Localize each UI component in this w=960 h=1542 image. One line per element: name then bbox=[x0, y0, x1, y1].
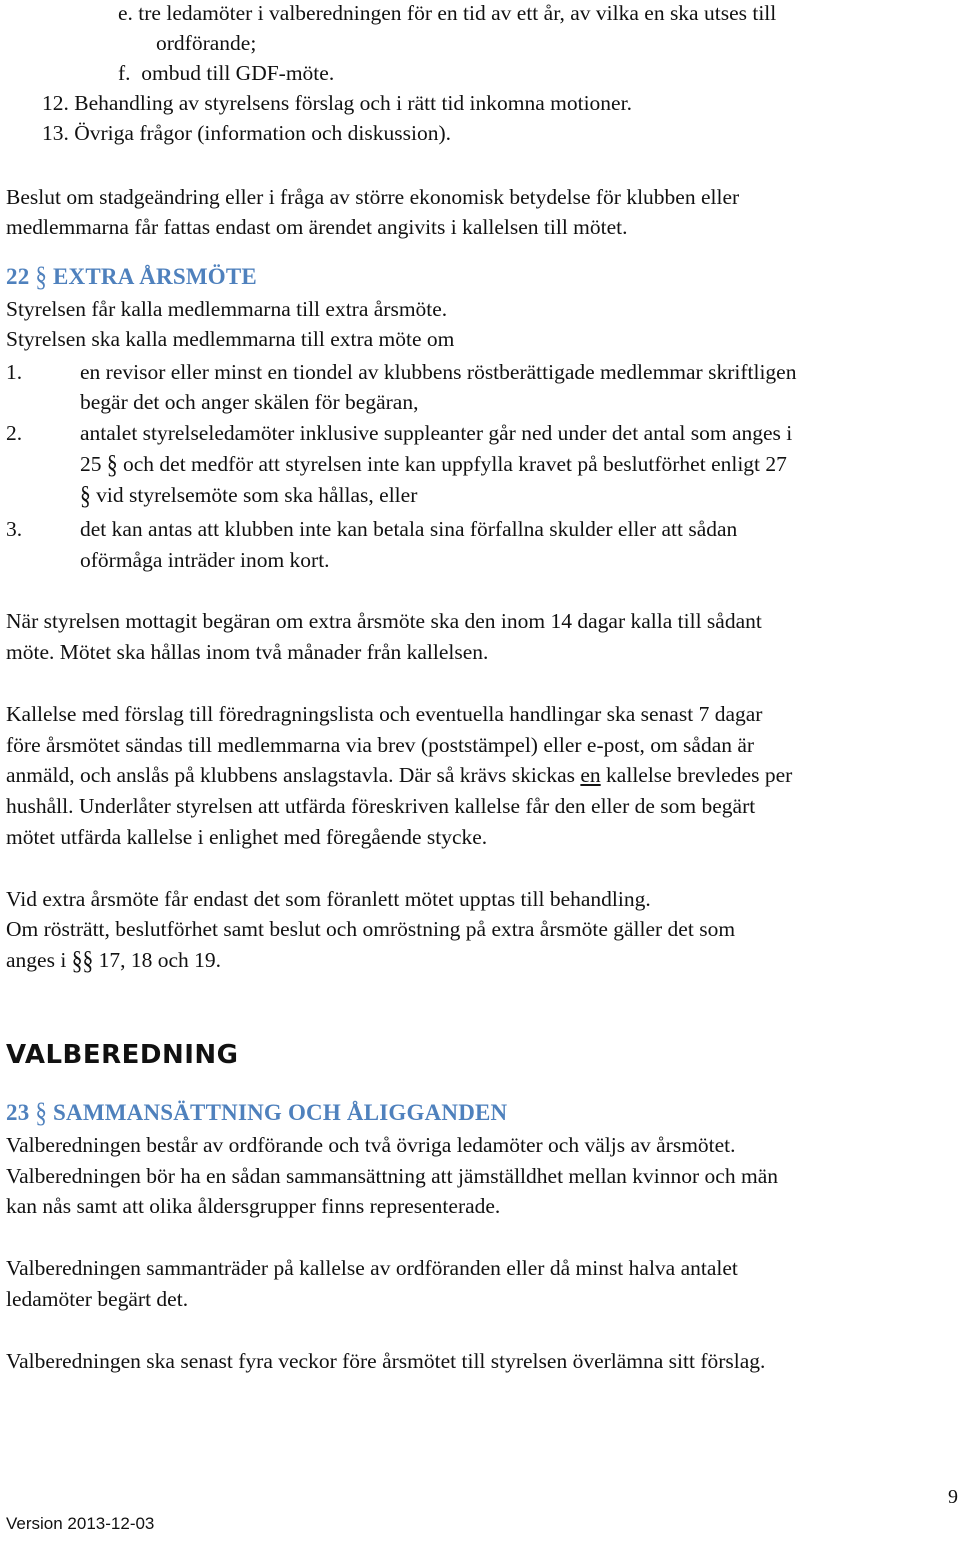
section-number: 23 bbox=[6, 1100, 30, 1125]
agenda-num: 12. bbox=[42, 91, 69, 115]
p3-line-2: Om rösträtt, beslutförhet samt beslut och omröstning på extra årsmöte gäller det som bbox=[6, 917, 736, 941]
section-symbol: § bbox=[80, 480, 91, 510]
page-number: 9 bbox=[948, 1486, 958, 1508]
item-1-line-1: en revisor eller minst en tiondel av klubbens röstberättigade medlemmar skriftligen bbox=[80, 360, 797, 384]
text-run: kallelse brevledes per bbox=[606, 763, 793, 787]
version-label: Version 2013-12-03 bbox=[6, 1514, 155, 1533]
section-title: EXTRA ÅRSMÖTE bbox=[53, 264, 257, 289]
underlined-word: en bbox=[580, 763, 601, 787]
p2-line-1: Kallelse med förslag till föredragningslista och eventuella handlingar ska senast 7 dagar bbox=[6, 702, 763, 726]
sec23-p3: Valberedningen ska senast fyra veckor före årsmötet till styrelsen överlämna sitt förslag. bbox=[6, 1349, 766, 1373]
beslut-line-1: Beslut om stadgeändring eller i fråga av större ekonomisk betydelse för klubben eller bbox=[6, 185, 740, 209]
section-symbol: § bbox=[82, 945, 94, 975]
sec22-line-2: Styrelsen ska kalla medlemmarna till extra möte om bbox=[6, 327, 455, 351]
list-item-e-cont: ordförande; bbox=[156, 31, 257, 55]
p1-line-1: När styrelsen mottagit begäran om extra årsmöte ska den inom 14 dagar kalla till sådant bbox=[6, 609, 762, 633]
item-3-line-2: oförmåga inträder inom kort. bbox=[80, 548, 330, 572]
item-2-line-1: antalet styrelseledamöter inklusive suppleanter går ned under det antal som anges i bbox=[80, 421, 793, 445]
beslut-line-2: medlemmarna får fattas endast om ärendet angivits i kallelsen till mötet. bbox=[6, 215, 628, 239]
text-run: anges i bbox=[6, 948, 67, 972]
agenda-text: Behandling av styrelsens förslag och i rätt tid inkomna motioner. bbox=[74, 91, 632, 115]
list-marker: f. bbox=[118, 61, 131, 85]
item-text: vid styrelsemöte som ska hållas, eller bbox=[96, 483, 418, 507]
item-2-line-2 bbox=[80, 449, 787, 479]
sec23-p2-line-2: ledamöter begärt det. bbox=[6, 1287, 189, 1311]
text-run: anmäld, och anslås på klubbens anslagstavla. Där så krävs skickas bbox=[6, 763, 575, 787]
list-item-f bbox=[118, 58, 334, 88]
section-symbol: § bbox=[35, 1096, 48, 1128]
list-text: tre ledamöter i valberedningen för en tid av ett år, av vilka en ska utses till bbox=[138, 1, 777, 25]
p2-line-4: hushåll. Underlåter styrelsen att utfärda föreskriven kallelse får den eller de som begärt bbox=[6, 794, 756, 818]
section-number: 22 bbox=[6, 264, 30, 289]
section-23-heading bbox=[6, 1098, 507, 1128]
section-symbol: § bbox=[71, 945, 83, 975]
sec22-line-1: Styrelsen får kalla medlemmarna till extra årsmöte. bbox=[6, 297, 448, 321]
item-2-num: 2. bbox=[6, 421, 23, 445]
agenda-item-12 bbox=[42, 88, 632, 118]
agenda-item-13 bbox=[42, 118, 451, 148]
section-symbol: § bbox=[106, 449, 118, 479]
item-1-line-2: begär det och anger skälen för begäran, bbox=[80, 390, 419, 414]
list-text: ombud till GDF-möte. bbox=[141, 61, 335, 85]
sec23-p2-line-1: Valberedningen sammanträder på kallelse av ordföranden eller då minst halva antalet bbox=[6, 1256, 738, 1280]
p3-line-1: Vid extra årsmöte får endast det som föranlett mötet upptas till behandling. bbox=[6, 887, 651, 911]
section-symbol: § bbox=[35, 260, 48, 292]
section-22-heading bbox=[6, 262, 257, 292]
sec23-line-3: kan nås samt att olika åldersgrupper finns representerade. bbox=[6, 1194, 501, 1218]
sec23-line-2: Valberedningen bör ha en sådan sammansättning att jämställdhet mellan kvinnor och män bbox=[6, 1164, 778, 1188]
p2-line-3 bbox=[6, 760, 792, 790]
section-title: SAMMANSÄTTNING OCH ÅLIGGANDEN bbox=[53, 1100, 508, 1125]
p3-line-3 bbox=[6, 945, 221, 975]
p1-line-2: möte. Mötet ska hållas inom två månader från kallelsen. bbox=[6, 640, 489, 664]
sec23-line-1: Valberedningen består av ordförande och två övriga ledamöter och väljs av årsmötet. bbox=[6, 1133, 736, 1157]
p2-line-2: före årsmötet sändas till medlemmarna via brev (poststämpel) eller e-post, om sådan är bbox=[6, 733, 755, 757]
p2-line-5: mötet utfärda kallelse i enlighet med föregående stycke. bbox=[6, 825, 488, 849]
agenda-num: 13. bbox=[42, 121, 69, 145]
item-2-line-3 bbox=[80, 480, 417, 510]
ref-number: 25 bbox=[80, 452, 102, 476]
item-1-num: 1. bbox=[6, 360, 23, 384]
chapter-title: VALBEREDNING bbox=[6, 1040, 239, 1070]
item-text: och det medför att styrelsen inte kan uppfylla kravet på beslutförhet enligt 27 bbox=[123, 452, 787, 476]
agenda-text: Övriga frågor (information och diskussion). bbox=[74, 121, 452, 145]
item-3-num: 3. bbox=[6, 517, 23, 541]
list-marker: e. bbox=[118, 1, 133, 25]
text-run: 17, 18 och 19. bbox=[98, 948, 221, 972]
item-3-line-1: det kan antas att klubben inte kan betala sina förfallna skulder eller att sådan bbox=[80, 517, 738, 541]
list-item-e bbox=[118, 0, 776, 28]
